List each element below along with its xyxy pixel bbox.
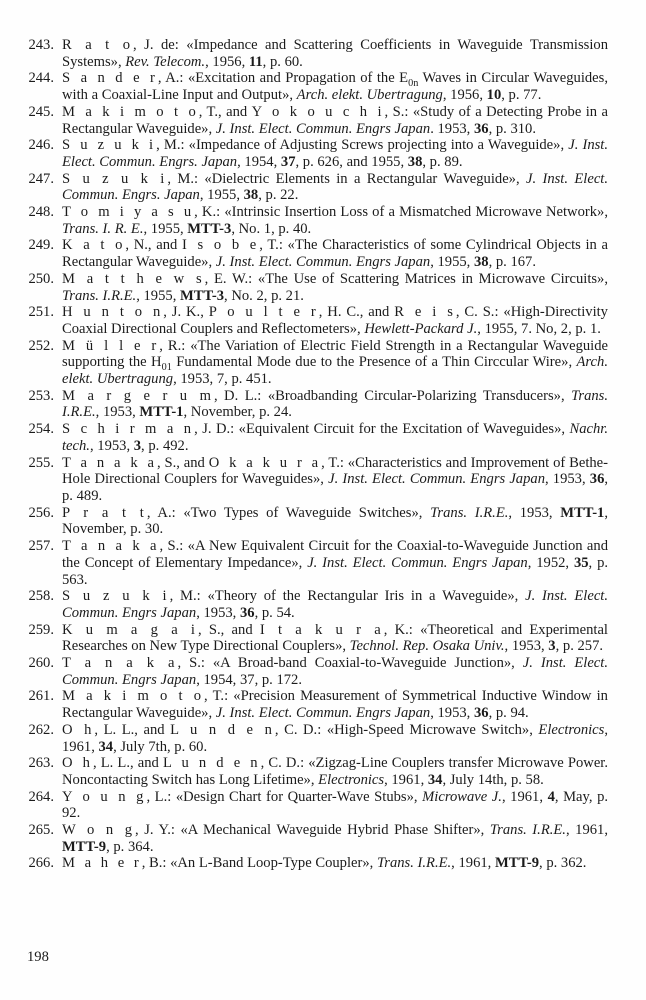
reference-segment: , T.: «The Characteristics of some Cylindrical Objects in a Rectangular Waveguide», — [62, 237, 608, 271]
journal-title: Hewlett-Packard J. — [364, 320, 478, 337]
reference-segment: , K.: «Intrinsic Insertion Loss of a Mismatched Microwave Network», — [194, 204, 608, 221]
reference-segment: , K.: «Theoretical and Experimental Researches on New Type Directional Couplers», — [62, 621, 608, 655]
reference-text — [62, 204, 608, 237]
volume-number: 36 — [239, 604, 255, 621]
volume-number: 36 — [589, 471, 605, 488]
volume-number: 3 — [133, 437, 142, 454]
journal-title: Microwave J. — [422, 788, 502, 805]
reference-segment: , July 14th, p. 58. — [442, 771, 544, 788]
reference-item — [18, 688, 608, 721]
volume-number: MTT-9 — [494, 855, 540, 872]
reference-segment: , 1961, — [451, 855, 495, 872]
journal-title: J. Inst. Elect. Commun. Engrs Japan — [307, 554, 528, 571]
reference-segment: , S.: «A Broad-band Coaxial-to-Waveguide Junction», — [177, 655, 523, 672]
author-name: R a t o — [62, 37, 134, 53]
volume-number: 38 — [473, 254, 489, 271]
reference-number: 260. — [28, 655, 54, 672]
reference-item — [18, 755, 608, 788]
reference-segment: , p. 54. — [254, 604, 295, 621]
reference-text — [62, 37, 608, 70]
journal-title: Trans. I.R.E. — [62, 387, 608, 421]
reference-text — [62, 588, 608, 621]
journal-title: Electronics — [538, 721, 605, 738]
author-name: T a n a k a — [62, 655, 178, 672]
reference-text — [62, 338, 608, 388]
reference-segment: , No. 2, p. 21. — [224, 287, 304, 304]
volume-number: 38 — [243, 187, 259, 204]
journal-title: Nachr. tech. — [62, 421, 608, 454]
reference-item — [18, 722, 608, 755]
reference-segment: , M.: «Theory of the Rectangular Iris in a Waveguide», — [169, 588, 526, 605]
reference-item — [18, 271, 608, 304]
reference-segment: , S., and — [197, 621, 260, 638]
author-name: W o n g — [62, 822, 136, 839]
reference-number: 250. — [28, 270, 54, 287]
reference-segment: . 1953, — [430, 120, 474, 137]
author-name: S a n d e r — [62, 70, 158, 87]
reference-segment: , C. S.: «High-Directivity Coaxial Directional Couplers and Reflectometers», — [62, 304, 608, 337]
reference-text — [62, 70, 608, 103]
reference-segment: , 1961, — [384, 771, 428, 788]
reference-segment: , p. 492. — [141, 437, 189, 454]
subscript: 01 — [161, 362, 172, 374]
reference-text — [62, 822, 608, 855]
reference-text — [62, 271, 608, 304]
reference-segment: , 1953, — [196, 604, 240, 621]
reference-segment: , November, p. 30. — [62, 504, 609, 538]
reference-segment: , p. 22. — [258, 187, 299, 204]
volume-number: 4 — [547, 788, 555, 805]
reference-number: 265. — [28, 822, 54, 839]
volume-number: 38 — [407, 153, 423, 170]
reference-number: 264. — [28, 788, 54, 805]
reference-text — [62, 505, 608, 538]
reference-segment: , 1954, — [237, 153, 281, 170]
author-name: H u n t o n — [62, 304, 164, 321]
reference-segment: , L. L., and — [94, 721, 171, 738]
reference-number: 243. — [28, 37, 54, 53]
reference-segment: , E. W.: «The Use of Scattering Matrices in Microwave Circuits», — [204, 270, 608, 287]
reference-segment: , B.: «An L-Band Loop-Type Coupler», — [141, 855, 377, 872]
reference-text — [62, 538, 608, 588]
reference-number: 246. — [28, 137, 54, 154]
reference-item — [18, 137, 608, 170]
reference-text — [62, 455, 608, 505]
author-name: K a t o — [62, 237, 126, 254]
reference-text — [62, 388, 608, 421]
author-name: M a k i m o t o — [62, 103, 199, 120]
reference-segment: , L.: «Design Chart for Quarter-Wave Stubs», — [146, 788, 423, 805]
author-name: M a r g e r u m — [62, 387, 214, 404]
reference-segment: , J. de: «Impedance and Scattering Coefficients in Waveguide Transmission Systems», — [62, 37, 608, 70]
reference-segment: , C. D.: «Zigzag-Line Couplers transfer Microwave Power. Noncontacting Switch has Long Lifetime», — [62, 755, 608, 788]
reference-segment: , p. 257. — [555, 638, 604, 655]
reference-segment: , 1953, — [89, 437, 134, 454]
reference-text — [62, 622, 608, 655]
journal-title: J. Inst. Elect. Commun. Engrs Japan — [62, 588, 609, 621]
reference-number: 254. — [28, 421, 54, 438]
reference-segment: , p. 167. — [488, 254, 536, 271]
reference-segment: , 1961, — [501, 788, 548, 805]
reference-item — [18, 204, 608, 237]
reference-segment: Waves in Circular Waveguides, with a Coaxial-Line Input and Output», — [62, 70, 608, 104]
reference-segment: , 1953, 7, p. 451. — [173, 371, 272, 388]
journal-title: Rev. Telecom. — [125, 53, 206, 70]
reference-segment: , H. C., and — [318, 304, 395, 321]
reference-item — [18, 538, 608, 588]
reference-segment: , p. 362. — [539, 855, 587, 872]
journal-title: Arch. elekt. Ubertragung — [296, 87, 443, 104]
reference-item — [18, 655, 608, 688]
reference-number: 263. — [28, 755, 54, 772]
reference-segment: , p. 310. — [488, 120, 536, 137]
reference-segment: , A.: «Excitation and Propagation of the E — [157, 70, 409, 87]
reference-item — [18, 455, 608, 505]
reference-segment: , p. 77. — [501, 87, 542, 104]
reference-item — [18, 104, 608, 137]
volume-number: 36 — [473, 120, 489, 137]
author-name: M a k i m o t o — [62, 688, 205, 705]
reference-segment: Fundamental Mode due to the Presence of a Thin Circcular Wire», — [171, 354, 577, 371]
reference-segment: , p. 626, and 1955, — [295, 153, 408, 170]
reference-segment: , p. 60. — [262, 53, 303, 70]
reference-segment: , 1955, — [143, 220, 188, 237]
reference-item — [18, 622, 608, 655]
reference-number: 252. — [28, 337, 54, 354]
reference-segment: , 1954, 37, p. 172. — [196, 671, 302, 688]
reference-segment: , 1953, — [430, 705, 474, 722]
reference-segment: , L. L., and — [92, 755, 163, 772]
reference-number: 249. — [28, 237, 54, 254]
reference-item — [18, 171, 608, 204]
reference-segment: , T.: «Precision Measurement of Symmetrical Inductive Window in Rectangular Waveguide», — [62, 688, 608, 722]
volume-number: 34 — [427, 771, 443, 788]
reference-item — [18, 588, 608, 621]
reference-segment: , 1961, — [62, 721, 608, 755]
author-name: O k a k u r a — [208, 454, 322, 471]
reference-segment: , p. 94. — [488, 705, 529, 722]
author-name: K u m a g a i — [62, 621, 198, 638]
reference-text — [62, 722, 608, 755]
reference-number: 244. — [28, 70, 54, 87]
journal-title: Arch. elekt. Ubertragung — [62, 354, 608, 388]
journal-title: J. Inst. Elect. Commun. Engrs Japan — [215, 705, 431, 722]
page-number: 198 — [27, 949, 49, 965]
reference-text — [62, 688, 608, 721]
volume-number: 37 — [280, 153, 296, 170]
reference-number: 261. — [28, 688, 54, 705]
reference-segment: , J. Y.: «A Mechanical Waveguide Hybrid Phase Shifter», — [135, 822, 490, 839]
reference-segment: , C. D.: «High-Speed Microwave Switch», — [274, 721, 539, 738]
volume-number: 10 — [486, 87, 502, 104]
author-name: S u z u k i — [62, 137, 157, 154]
reference-segment: , No. 1, p. 40. — [231, 220, 312, 237]
reference-number: 255. — [28, 454, 54, 471]
author-name: I t a k u r a — [259, 621, 384, 638]
volume-number: MTT-1 — [560, 504, 605, 521]
reference-number: 245. — [28, 103, 54, 120]
reference-segment: , 1956, — [205, 53, 249, 70]
reference-item — [18, 789, 608, 822]
author-name: Y o k o u c h i — [251, 103, 385, 120]
author-name: Y o u n g — [62, 788, 147, 805]
author-name: S u z u k i — [62, 170, 168, 187]
reference-text — [62, 237, 608, 270]
reference-segment: , 1953, — [504, 638, 549, 655]
reference-segment: , S.: «Study of a Detecting Probe in a Rectangular Waveguide», — [62, 103, 608, 137]
reference-segment: , 1955, — [136, 287, 180, 304]
journal-title: Trans. I.R.E. — [62, 287, 137, 304]
journal-title: J. Inst. Elect. Commun. Engrs Japan — [328, 471, 545, 488]
journal-title: J. Inst. Elect. Commun. Engrs. Japan — [62, 137, 608, 170]
journal-title: J. Inst. Elect. Commun. Engrs. Japan — [62, 170, 608, 204]
reference-number: 248. — [28, 204, 54, 221]
reference-item — [18, 338, 608, 388]
reference-segment: , M.: «Impedance of Adjusting Screws projecting into a Waveguide», — [156, 137, 569, 154]
reference-number: 258. — [28, 588, 54, 605]
reference-segment: , 1952, — [527, 554, 574, 571]
journal-title: Trans. I.R.E. — [430, 504, 509, 521]
reference-number: 247. — [28, 170, 54, 187]
reference-segment: , July 7th, p. 60. — [113, 738, 208, 755]
author-name: P r a t t — [62, 504, 147, 521]
volume-number: 34 — [98, 738, 114, 755]
reference-item — [18, 421, 608, 454]
volume-number: MTT-3 — [179, 287, 225, 304]
reference-text — [62, 789, 608, 822]
reference-segment: , T., and — [198, 103, 252, 120]
journal-title: Trans. I.R.E. — [489, 822, 566, 839]
volume-number: MTT-3 — [187, 220, 232, 237]
reference-segment: , T.: «Characteristics and Improvement of Bethe-Hole Directional Couplers for Waveguides», — [62, 454, 609, 488]
reference-text — [62, 137, 608, 170]
reference-segment: , M.: «Dielectric Elements in a Rectangular Waveguide», — [167, 170, 526, 187]
reference-text — [62, 171, 608, 204]
subscript: 0n — [408, 78, 419, 90]
author-name: O h — [62, 755, 93, 772]
author-name: L u n d e n — [170, 721, 275, 738]
reference-segment: , R.: «The Variation of Electric Field Strength in a Rectangular Waveguide supporting the H — [62, 337, 608, 371]
reference-segment: , S., and — [157, 454, 209, 471]
reference-segment: , 1955, — [199, 187, 244, 204]
volume-number: MTT-1 — [139, 404, 184, 421]
journal-title: J. Inst. Elect. Commun. Engrs Japan — [62, 655, 608, 688]
volume-number: MTT-9 — [62, 838, 107, 855]
reference-number: 262. — [28, 721, 54, 738]
author-name: M a h e r — [62, 855, 142, 872]
reference-segment: , D. L.: «Broadbanding Circular-Polarizing Transducers», — [213, 387, 572, 404]
reference-text — [62, 421, 608, 454]
reference-item — [18, 70, 608, 103]
reference-segment: , J. K., — [163, 304, 209, 321]
reference-segment: , 1953, — [545, 471, 590, 488]
author-name: I s o b e — [181, 237, 260, 254]
reference-number: 266. — [28, 855, 54, 872]
reference-segment: , 1953, — [508, 504, 561, 521]
journal-title: J. Inst. Elect. Commun. Engrs Japan — [215, 254, 431, 271]
reference-item — [18, 822, 608, 855]
author-name: P o u l t e r — [208, 304, 319, 321]
volume-number: 35 — [573, 554, 589, 571]
author-name: L u n d e n — [162, 755, 261, 772]
reference-number: 257. — [28, 538, 54, 555]
volume-number: 11 — [248, 53, 263, 70]
author-name: T a n a k a — [62, 454, 157, 471]
reference-segment: , J. D.: «Equivalent Circuit for the Excitation of Waveguides», — [194, 421, 570, 438]
reference-item — [18, 37, 608, 70]
reference-segment: , 1955, 7. No, 2, p. 1. — [477, 320, 601, 337]
reference-segment: , 1956, — [442, 87, 487, 104]
reference-item — [18, 505, 608, 538]
reference-item — [18, 855, 608, 872]
reference-item — [18, 237, 608, 270]
author-name: T o m i y a s u — [62, 204, 195, 221]
author-name: M ü l l e r — [62, 337, 160, 354]
reference-text — [62, 304, 608, 337]
reference-segment: , 1955, — [430, 254, 474, 271]
journal-title: Trans. I. R. E. — [62, 220, 144, 237]
author-name: S c h i r m a n — [62, 421, 195, 438]
reference-text — [62, 655, 608, 688]
reference-text — [62, 755, 608, 788]
reference-segment: , November, p. 24. — [183, 404, 292, 421]
reference-number: 259. — [28, 621, 54, 638]
reference-number: 253. — [28, 387, 54, 404]
reference-segment: , p. 489. — [62, 471, 609, 504]
journal-title: Electronics — [318, 771, 385, 788]
reference-text — [62, 104, 608, 137]
journal-title: Trans. I.R.E. — [376, 855, 452, 872]
reference-segment: , A.: «Two Types of Waveguide Switches», — [146, 504, 431, 521]
reference-item — [18, 304, 608, 337]
reference-segment: , p. 563. — [62, 554, 609, 588]
reference-text — [62, 855, 608, 872]
reference-segment: , N., and — [125, 237, 182, 254]
reference-segment: , p. 364. — [106, 838, 154, 855]
author-name: S u z u k i — [62, 588, 170, 605]
author-name: T a n a k a — [62, 538, 160, 555]
reference-list — [18, 37, 608, 872]
journal-title: J. Inst. Elect. Commun. Engrs Japan — [215, 120, 431, 137]
reference-segment: , p. 89. — [422, 153, 463, 170]
author-name: R e i s — [394, 304, 456, 321]
reference-number: 251. — [28, 304, 54, 321]
reference-segment: , 1961, — [565, 822, 608, 839]
reference-segment: , May, p. 92. — [62, 788, 609, 822]
author-name: M a t t h e w s — [62, 270, 205, 287]
reference-number: 256. — [28, 504, 54, 521]
reference-segment: , 1953, — [95, 404, 140, 421]
volume-number: 3 — [548, 638, 556, 655]
journal-title: Technol. Rep. Osaka Univ. — [349, 638, 505, 655]
author-name: O h — [62, 721, 95, 738]
reference-segment: , S.: «A New Equivalent Circuit for the Coaxial-to-Waveguide Junction and the Concept of Elementary Impedance», — [62, 538, 609, 571]
reference-item — [18, 388, 608, 421]
volume-number: 36 — [473, 705, 489, 722]
